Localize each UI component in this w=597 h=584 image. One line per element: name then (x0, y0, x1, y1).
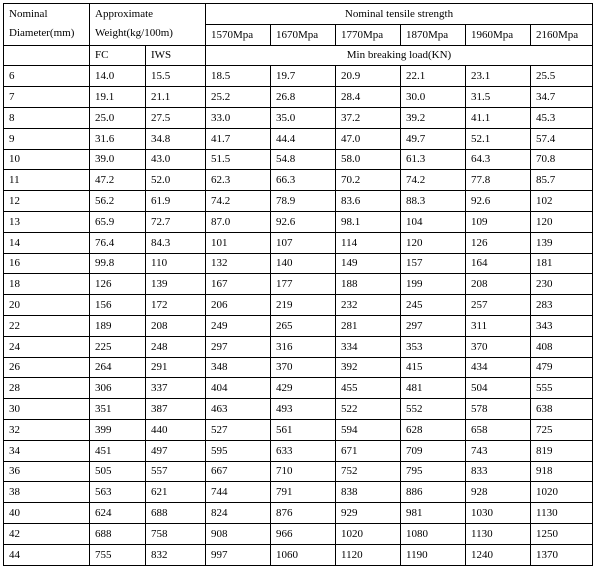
diameter-cell: 28 (4, 378, 90, 399)
load-1770-cell: 58.0 (336, 149, 401, 170)
load-1870-cell: 49.7 (401, 128, 466, 149)
iws-weight-cell: 43.0 (146, 149, 206, 170)
diameter-cell: 11 (4, 170, 90, 191)
diameter-cell: 42 (4, 523, 90, 544)
load-1870-cell: 628 (401, 419, 466, 440)
load-1960-cell: 164 (466, 253, 531, 274)
load-1570-cell: 297 (206, 336, 271, 357)
load-2160-cell: 1250 (531, 523, 593, 544)
diameter-cell: 18 (4, 274, 90, 295)
load-1770-cell: 20.9 (336, 66, 401, 87)
wire-rope-spec-table (3, 3, 593, 566)
table-row (4, 211, 593, 232)
load-1870-cell: 353 (401, 336, 466, 357)
load-1570-cell: 74.2 (206, 191, 271, 212)
table-row (4, 357, 593, 378)
load-1960-cell: 311 (466, 315, 531, 336)
load-1870-cell: 886 (401, 482, 466, 503)
load-1770-cell: 37.2 (336, 107, 401, 128)
diameter-cell: 26 (4, 357, 90, 378)
fc-weight-cell: 19.1 (90, 87, 146, 108)
load-1770-cell: 929 (336, 503, 401, 524)
load-1960-cell: 92.6 (466, 191, 531, 212)
iws-weight-cell: 72.7 (146, 211, 206, 232)
iws-weight-cell: 291 (146, 357, 206, 378)
load-1570-cell: 167 (206, 274, 271, 295)
diameter-cell: 7 (4, 87, 90, 108)
nominal-diameter-header (4, 4, 90, 46)
diameter-cell: 40 (4, 503, 90, 524)
load-1670-cell: 66.3 (271, 170, 336, 191)
approx-weight-header (90, 4, 206, 46)
iws-weight-cell: 52.0 (146, 170, 206, 191)
table-row (4, 87, 593, 108)
table-row (4, 399, 593, 420)
load-1570-cell: 997 (206, 544, 271, 565)
load-1670-cell: 35.0 (271, 107, 336, 128)
fc-weight-cell: 25.0 (90, 107, 146, 128)
diameter-cell: 38 (4, 482, 90, 503)
diameter-cell: 36 (4, 461, 90, 482)
load-1870-cell: 157 (401, 253, 466, 274)
load-1670-cell: 107 (271, 232, 336, 253)
diameter-cell: 12 (4, 191, 90, 212)
load-1670-cell: 44.4 (271, 128, 336, 149)
load-1870-cell: 552 (401, 399, 466, 420)
load-1770-cell: 1020 (336, 523, 401, 544)
weight-header-line1: Approximate (95, 8, 154, 20)
fc-weight-cell: 31.6 (90, 128, 146, 149)
iws-weight-cell: 387 (146, 399, 206, 420)
load-1960-cell: 1030 (466, 503, 531, 524)
fc-weight-cell: 14.0 (90, 66, 146, 87)
load-2160-cell: 725 (531, 419, 593, 440)
fc-weight-cell: 39.0 (90, 149, 146, 170)
load-1570-cell: 25.2 (206, 87, 271, 108)
load-2160-cell: 918 (531, 461, 593, 482)
load-1570-cell: 595 (206, 440, 271, 461)
load-2160-cell: 25.5 (531, 66, 593, 87)
load-2160-cell: 638 (531, 399, 593, 420)
load-1960-cell: 64.3 (466, 149, 531, 170)
diameter-cell: 34 (4, 440, 90, 461)
nominal-header-line2: Diameter(mm) (9, 27, 75, 39)
load-1670-cell: 265 (271, 315, 336, 336)
load-1770-cell: 334 (336, 336, 401, 357)
fc-weight-cell: 65.9 (90, 211, 146, 232)
wire-rope-spec-table-container (3, 3, 593, 566)
nominal-header-line1: Nominal (9, 8, 48, 20)
load-2160-cell: 139 (531, 232, 593, 253)
table-row (4, 253, 593, 274)
load-1770-cell: 671 (336, 440, 401, 461)
load-1570-cell: 908 (206, 523, 271, 544)
load-1670-cell: 1060 (271, 544, 336, 565)
load-1770-cell: 83.6 (336, 191, 401, 212)
load-1870-cell: 104 (401, 211, 466, 232)
fc-weight-cell: 688 (90, 523, 146, 544)
load-1960-cell: 77.8 (466, 170, 531, 191)
fc-weight-cell: 156 (90, 295, 146, 316)
load-1870-cell: 981 (401, 503, 466, 524)
load-1570-cell: 348 (206, 357, 271, 378)
iws-weight-cell: 61.9 (146, 191, 206, 212)
load-1960-cell: 434 (466, 357, 531, 378)
load-1870-cell: 74.2 (401, 170, 466, 191)
load-1870-cell: 297 (401, 315, 466, 336)
load-1960-cell: 31.5 (466, 87, 531, 108)
fc-weight-cell: 451 (90, 440, 146, 461)
load-1670-cell: 54.8 (271, 149, 336, 170)
load-2160-cell: 343 (531, 315, 593, 336)
load-1570-cell: 206 (206, 295, 271, 316)
load-1960-cell: 1130 (466, 523, 531, 544)
load-1670-cell: 710 (271, 461, 336, 482)
table-row (4, 482, 593, 503)
fc-weight-cell: 399 (90, 419, 146, 440)
load-1670-cell: 177 (271, 274, 336, 295)
table-row (4, 523, 593, 544)
load-1670-cell: 140 (271, 253, 336, 274)
load-1670-cell: 19.7 (271, 66, 336, 87)
table-row (4, 544, 593, 565)
load-1960-cell: 578 (466, 399, 531, 420)
load-1770-cell: 98.1 (336, 211, 401, 232)
fc-weight-cell: 264 (90, 357, 146, 378)
load-2160-cell: 1130 (531, 503, 593, 524)
load-1870-cell: 199 (401, 274, 466, 295)
grade-header: 1960Mpa (466, 24, 531, 45)
load-1570-cell: 87.0 (206, 211, 271, 232)
load-1670-cell: 370 (271, 357, 336, 378)
load-1960-cell: 658 (466, 419, 531, 440)
iws-weight-cell: 688 (146, 503, 206, 524)
diameter-cell: 30 (4, 399, 90, 420)
iws-weight-cell: 110 (146, 253, 206, 274)
iws-weight-cell: 172 (146, 295, 206, 316)
load-2160-cell: 1370 (531, 544, 593, 565)
load-1670-cell: 78.9 (271, 191, 336, 212)
load-2160-cell: 283 (531, 295, 593, 316)
load-1570-cell: 824 (206, 503, 271, 524)
load-1870-cell: 1080 (401, 523, 466, 544)
load-1570-cell: 667 (206, 461, 271, 482)
load-1570-cell: 33.0 (206, 107, 271, 128)
diameter-cell: 13 (4, 211, 90, 232)
table-row (4, 295, 593, 316)
fc-weight-cell: 47.2 (90, 170, 146, 191)
load-1570-cell: 744 (206, 482, 271, 503)
fc-weight-cell: 56.2 (90, 191, 146, 212)
load-1570-cell: 18.5 (206, 66, 271, 87)
table-row (4, 440, 593, 461)
load-1570-cell: 527 (206, 419, 271, 440)
load-1670-cell: 791 (271, 482, 336, 503)
iws-weight-cell: 497 (146, 440, 206, 461)
header-row-3 (4, 45, 593, 66)
load-1960-cell: 370 (466, 336, 531, 357)
load-1570-cell: 101 (206, 232, 271, 253)
load-1770-cell: 392 (336, 357, 401, 378)
table-row (4, 274, 593, 295)
grade-header: 2160Mpa (531, 24, 593, 45)
load-2160-cell: 408 (531, 336, 593, 357)
load-2160-cell: 85.7 (531, 170, 593, 191)
load-1770-cell: 752 (336, 461, 401, 482)
load-1670-cell: 633 (271, 440, 336, 461)
load-1570-cell: 463 (206, 399, 271, 420)
iws-weight-cell: 27.5 (146, 107, 206, 128)
iws-weight-cell: 208 (146, 315, 206, 336)
diameter-cell: 9 (4, 128, 90, 149)
fc-weight-cell: 225 (90, 336, 146, 357)
load-1960-cell: 208 (466, 274, 531, 295)
load-1670-cell: 92.6 (271, 211, 336, 232)
load-1960-cell: 109 (466, 211, 531, 232)
diameter-subheader-blank (4, 45, 90, 66)
table-row (4, 461, 593, 482)
load-2160-cell: 1020 (531, 482, 593, 503)
load-1570-cell: 132 (206, 253, 271, 274)
load-1870-cell: 88.3 (401, 191, 466, 212)
table-row (4, 378, 593, 399)
load-1770-cell: 188 (336, 274, 401, 295)
iws-weight-cell: 557 (146, 461, 206, 482)
grade-header: 1670Mpa (271, 24, 336, 45)
load-1570-cell: 249 (206, 315, 271, 336)
load-1670-cell: 316 (271, 336, 336, 357)
fc-weight-cell: 189 (90, 315, 146, 336)
load-1670-cell: 493 (271, 399, 336, 420)
load-1960-cell: 1240 (466, 544, 531, 565)
load-2160-cell: 819 (531, 440, 593, 461)
load-1960-cell: 257 (466, 295, 531, 316)
load-1960-cell: 52.1 (466, 128, 531, 149)
min-breaking-load-header: Min breaking load(KN) (206, 45, 593, 66)
load-1770-cell: 594 (336, 419, 401, 440)
diameter-cell: 32 (4, 419, 90, 440)
fc-weight-cell: 755 (90, 544, 146, 565)
load-1960-cell: 928 (466, 482, 531, 503)
load-2160-cell: 181 (531, 253, 593, 274)
load-2160-cell: 120 (531, 211, 593, 232)
load-2160-cell: 555 (531, 378, 593, 399)
fc-weight-cell: 563 (90, 482, 146, 503)
load-2160-cell: 57.4 (531, 128, 593, 149)
fc-weight-cell: 624 (90, 503, 146, 524)
load-2160-cell: 45.3 (531, 107, 593, 128)
diameter-cell: 44 (4, 544, 90, 565)
load-1870-cell: 22.1 (401, 66, 466, 87)
load-2160-cell: 34.7 (531, 87, 593, 108)
load-1960-cell: 41.1 (466, 107, 531, 128)
load-1960-cell: 23.1 (466, 66, 531, 87)
load-1770-cell: 114 (336, 232, 401, 253)
load-1570-cell: 51.5 (206, 149, 271, 170)
iws-weight-cell: 34.8 (146, 128, 206, 149)
diameter-cell: 10 (4, 149, 90, 170)
fc-weight-cell: 126 (90, 274, 146, 295)
fc-weight-cell: 76.4 (90, 232, 146, 253)
load-1870-cell: 61.3 (401, 149, 466, 170)
table-row (4, 336, 593, 357)
table-row (4, 315, 593, 336)
load-1570-cell: 41.7 (206, 128, 271, 149)
iws-weight-cell: 337 (146, 378, 206, 399)
iws-weight-cell: 440 (146, 419, 206, 440)
load-1770-cell: 232 (336, 295, 401, 316)
load-1670-cell: 876 (271, 503, 336, 524)
iws-weight-cell: 832 (146, 544, 206, 565)
load-1770-cell: 1120 (336, 544, 401, 565)
load-1870-cell: 1190 (401, 544, 466, 565)
grade-header: 1570Mpa (206, 24, 271, 45)
iws-weight-cell: 84.3 (146, 232, 206, 253)
table-row (4, 149, 593, 170)
load-2160-cell: 102 (531, 191, 593, 212)
load-1870-cell: 709 (401, 440, 466, 461)
load-1670-cell: 219 (271, 295, 336, 316)
iws-header: IWS (146, 45, 206, 66)
diameter-cell: 14 (4, 232, 90, 253)
table-row (4, 66, 593, 87)
load-2160-cell: 230 (531, 274, 593, 295)
fc-weight-cell: 306 (90, 378, 146, 399)
diameter-cell: 8 (4, 107, 90, 128)
load-1870-cell: 120 (401, 232, 466, 253)
fc-weight-cell: 99.8 (90, 253, 146, 274)
fc-weight-cell: 505 (90, 461, 146, 482)
diameter-cell: 16 (4, 253, 90, 274)
iws-weight-cell: 15.5 (146, 66, 206, 87)
load-2160-cell: 70.8 (531, 149, 593, 170)
load-1570-cell: 62.3 (206, 170, 271, 191)
load-1770-cell: 522 (336, 399, 401, 420)
load-1870-cell: 415 (401, 357, 466, 378)
load-1870-cell: 39.2 (401, 107, 466, 128)
fc-header: FC (90, 45, 146, 66)
load-1770-cell: 838 (336, 482, 401, 503)
load-1670-cell: 429 (271, 378, 336, 399)
header-row-1 (4, 4, 593, 25)
load-1570-cell: 404 (206, 378, 271, 399)
grade-header: 1870Mpa (401, 24, 466, 45)
diameter-cell: 6 (4, 66, 90, 87)
load-1960-cell: 743 (466, 440, 531, 461)
load-1670-cell: 966 (271, 523, 336, 544)
load-1960-cell: 504 (466, 378, 531, 399)
load-1670-cell: 561 (271, 419, 336, 440)
table-row (4, 128, 593, 149)
load-1870-cell: 30.0 (401, 87, 466, 108)
grade-header: 1770Mpa (336, 24, 401, 45)
load-1960-cell: 833 (466, 461, 531, 482)
diameter-cell: 22 (4, 315, 90, 336)
load-1770-cell: 70.2 (336, 170, 401, 191)
load-1960-cell: 126 (466, 232, 531, 253)
load-1770-cell: 455 (336, 378, 401, 399)
table-row (4, 107, 593, 128)
load-1770-cell: 47.0 (336, 128, 401, 149)
load-1770-cell: 149 (336, 253, 401, 274)
load-1770-cell: 28.4 (336, 87, 401, 108)
load-2160-cell: 479 (531, 357, 593, 378)
fc-weight-cell: 351 (90, 399, 146, 420)
iws-weight-cell: 21.1 (146, 87, 206, 108)
weight-header-line2: Weight(kg/100m) (95, 27, 173, 39)
load-1870-cell: 245 (401, 295, 466, 316)
iws-weight-cell: 758 (146, 523, 206, 544)
diameter-cell: 20 (4, 295, 90, 316)
load-1870-cell: 481 (401, 378, 466, 399)
table-row (4, 191, 593, 212)
iws-weight-cell: 139 (146, 274, 206, 295)
load-1670-cell: 26.8 (271, 87, 336, 108)
table-row (4, 419, 593, 440)
tensile-strength-header: Nominal tensile strength (206, 4, 593, 25)
load-1770-cell: 281 (336, 315, 401, 336)
table-row (4, 503, 593, 524)
load-1870-cell: 795 (401, 461, 466, 482)
table-row (4, 170, 593, 191)
iws-weight-cell: 248 (146, 336, 206, 357)
diameter-cell: 24 (4, 336, 90, 357)
iws-weight-cell: 621 (146, 482, 206, 503)
table-row (4, 232, 593, 253)
